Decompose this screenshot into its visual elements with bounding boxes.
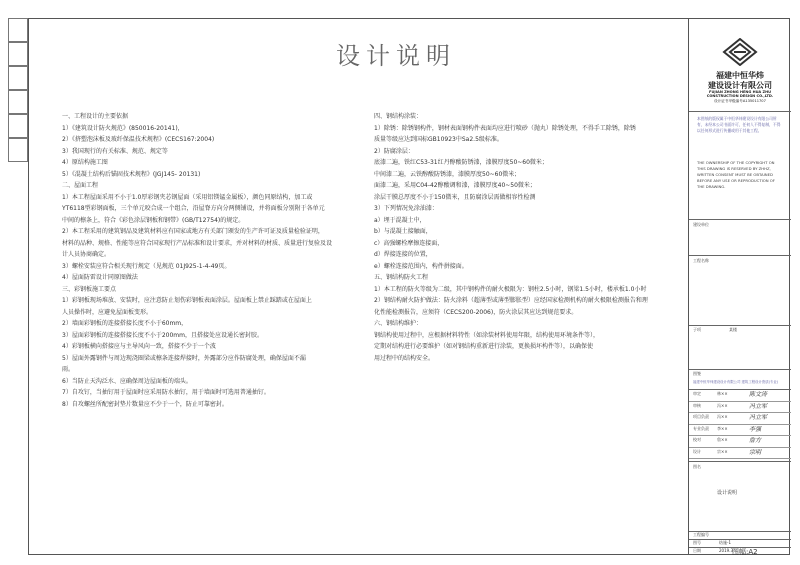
left-note-line: 三、彩钢板施工要点 (62, 285, 117, 293)
company-name-cn-2: 建设设计有限公司 (708, 81, 772, 90)
staff-role: 项目负责 (693, 414, 709, 419)
right-note-line: 3）下列情况免涂油漆： (374, 205, 438, 212)
left-note-line: 7）自攻钉，当抽钉用于屋面时应采用防水抽钉，用于墙面时可选用普通抽钉。 (62, 389, 270, 396)
left-note-line: 4）原结构施工图 (62, 159, 108, 166)
left-note-line: 5）《混凝土结构后锚固技术规程》(JGJ145- 20131) (62, 170, 201, 178)
left-note-line: 材料的品种、规格、性能等应符合国家现行产品标准和设计要求，并对材料的材质、质量进行复验及设 (62, 239, 333, 247)
staff-row-divider (689, 424, 791, 425)
staff-role: 校对 (693, 437, 701, 442)
right-note-line: c）高强螺栓摩擦连接面， (374, 239, 444, 247)
staff-row-divider (689, 447, 791, 448)
right-note-line: 化性能检测报告，应须符（CECS200-2006)，防火涂层其应达到规范要求。 (374, 308, 578, 316)
stamp-label: 图签 (693, 371, 701, 376)
staff-name: 宗×× (717, 448, 728, 454)
left-note-line: 3）我国现行的有关标准、规范、规定等 (62, 147, 168, 155)
staff-signature: 冯立军 (749, 402, 768, 410)
staff-signature: 宗明 (749, 448, 762, 456)
staff-name: 林×× (717, 391, 728, 396)
cert-number: 设计证书甲级编号A135011707 (714, 99, 766, 103)
staff-signature: 李强 (749, 425, 762, 433)
left-note-line: 4）屋面防雷设计同原图做法 (62, 274, 138, 281)
staff-row-divider (689, 435, 791, 436)
drawing-name: 设计说明 (717, 490, 738, 496)
staff-row-divider (689, 458, 791, 459)
stamp-text: 福建中恒华炜建设设计有限公司 建筑工程设计资质(专业) (693, 380, 779, 384)
left-note-line: 雨。 (62, 366, 75, 373)
date-label: 日期 (693, 548, 701, 553)
drawing-name-label: 图名 (693, 464, 701, 469)
staff-role: 审核 (693, 402, 701, 408)
staff-role: 审定 (693, 391, 701, 396)
left-note-line: 二、屋面工程 (62, 182, 99, 189)
staff-name: 詹×× (717, 437, 728, 442)
left-note-line: 1）彩钢板现场堆放、安装时，应注意防止划伤彩钢板表面涂层。屋面板上禁止踩踏或在屋面上 (62, 297, 312, 304)
right-note-line: 2）防腐涂层： (374, 147, 414, 155)
right-note-line: d）焊接连接的位置， (374, 251, 432, 258)
left-notes-column (62, 111, 332, 410)
left-note-line: 6）当防止天沟泛水、应确保周边屋面板的端头。 (62, 377, 192, 385)
copyright-warning-cn: 本图纸的版权属于中恒华炜建设设计有限公司所有，未经本公司书面许可，任何人不得复制，不得以任何形式进行传播或用于其他工程。 (697, 116, 781, 133)
sheet-value: 结施-1 (719, 540, 731, 545)
staff-role: 设计 (693, 448, 701, 454)
right-note-line: 底漆二遍，铁红C53-31红丹醇酸防锈漆，漆膜厚度50~60微米； (374, 159, 548, 166)
right-note-line: 六、钢结构维护： (374, 320, 423, 327)
staff-signature: 冯立军 (749, 414, 768, 421)
staff-signature: 陈文涛 (749, 391, 768, 398)
left-note-line: 计人员协商确定。 (62, 251, 111, 258)
left-note-line: 3）屋面彩钢板的连接搭接长度不小于200mm，且搭接处应设通长密封胶。 (62, 331, 263, 339)
left-note-line: 2）《挤塑泡沫板及玻纤保温技术规程》(CECS167:2004) (62, 136, 215, 143)
staff-signature: 詹方 (749, 437, 762, 444)
right-note-line: 用过程中的结构安全。 (374, 354, 435, 362)
company-name-en-1: FUJIAN ZHONG HENG HUA ZHU (708, 90, 771, 94)
left-note-line: 一、工程设计的主要依据 (62, 113, 129, 120)
right-note-line: 定期对结构进行必要维护（如对钢结构重新进行涂装，更换损坏构件等），以确保使 (374, 343, 594, 350)
right-note-line: 质量等级应达到国标GB10923中Sa2.5级标准。 (374, 136, 503, 143)
project-name-label: 工程名称 (693, 258, 709, 263)
proj-no-label: 工程编号 (693, 532, 709, 537)
title-block (688, 18, 790, 555)
left-note-line: YT6118型彩钢面板，三个单元咬合成一个组合，沿屋脊方向分两侧铺设，并将面板分别附于各单元 (62, 205, 325, 212)
right-note-line: 钢结构使用过程中，应根据材料特性（如涂装材料使用年限，结构使用环境条件等）， (374, 331, 600, 339)
left-note-line: 3）螺栓安装应符合相关现行规定（见规范 01J925-1-4-49页。 (62, 262, 231, 270)
left-note-line: 中间的檩条上，符合《彩色涂层钢板和钢带》(GB/T12754)的规定。 (62, 216, 245, 224)
staff-role: 专业负责 (693, 425, 709, 431)
left-note-line: 1）本工程屋面采用不小于1.0厚彩钢夹芯钢屋面（采用铝镁锰金属板），颜色同原结构，加工或 (62, 193, 313, 201)
left-note-line: 5）屋面外露钢件与周边现浇圈梁或檩条连接焊接时，外露部分应作防腐处理，确保屋面不漏 (62, 354, 306, 362)
right-note-line: 2）钢结构耐火防护做法：防火涂料（超薄型或薄型膨胀型）应经国家检测机构的耐火极限检测报告和理 (374, 297, 648, 304)
right-note-line: b）与混凝土接触面， (374, 228, 432, 235)
client-label: 建设单位 (693, 222, 709, 227)
sub-item-label: 子项 (693, 327, 701, 332)
staff-row-divider (689, 401, 791, 402)
staff-name: 冯×× (717, 402, 728, 408)
right-note-line: 面漆二遍，采用C04-42醇酸调和漆，漆膜厚度40~50微米； (374, 182, 536, 189)
sub-item-value: 某楼 (729, 327, 737, 332)
right-note-line: 1）除锈：除锈钢构件，钢材表面钢构件表面均应进行喷砂（抛丸）除锈处理，不得手工除锈，除锈 (374, 124, 636, 132)
left-note-line: 2）本工程采用的建筑钢品及建筑材料应有国家或地方有关部门颁发的生产许可证及质量检验证明， (62, 228, 324, 235)
right-note-line: a）埋于混凝土中， (374, 216, 426, 224)
right-note-line: 五、钢结构防火工程 (374, 274, 429, 281)
right-note-line: 中间漆二遍，云铁醇酸防锈漆，漆膜厚度50~60微米； (374, 170, 521, 178)
left-note-line: 人员操作时，应避免屋面板变形。 (62, 308, 153, 316)
left-note-line: 8）自攻螺丝所配密封垫片数量应不少于一个，防止可靠密封。 (62, 400, 228, 408)
company-logo-icon (722, 38, 758, 66)
page-title: 设计说明 (336, 42, 456, 70)
right-note-line: 1）本工程的防火等级为二级，其中钢构件的耐火极限为：钢柱2.5小时，钢梁1.5小时，楼承板1.0小时 (374, 285, 647, 293)
staff-name: 李×× (717, 425, 728, 431)
copyright-warning-en: THE OWNERSHIP OF THE COPYRIGHT ON THIS DRAWING IS RESERVED BY ZHHZ, WRITTEN CONSENT MUST BE OBTAINED BEFORE ANY USE OR REPRODUCTION OF THE DRAWING. (697, 160, 775, 189)
date-value: 2019.3 (719, 548, 733, 553)
staff-row-divider (689, 412, 791, 413)
left-note-line: 2）墙面彩钢板的连接搭接长度不小于60mm， (62, 320, 188, 327)
right-note-line: 四、钢结构涂装： (374, 113, 423, 120)
sheet-label: 图号 (693, 540, 701, 545)
right-notes-column (374, 111, 648, 364)
sheet-size: 图幅:A2 (732, 548, 758, 556)
left-note-line: 4）彩钢板横向搭接应与主导风向一致，搭接不少于一个波 (62, 343, 216, 350)
left-note-line: 1）《建筑设计防火规范》(850016-20141)， (62, 124, 184, 132)
right-note-line: 涂层干膜总厚度不小于150微米，且防腐涂层需做相容性检测 (374, 193, 536, 201)
right-note-line: e）螺栓连接范围内，构件拼接面。 (374, 262, 468, 270)
staff-name: 冯×× (717, 414, 728, 419)
company-name-en-2: CONSTRUCTION DESIGN CO.,LTD. (706, 94, 774, 98)
binding-margin (8, 18, 28, 555)
company-name-cn: 福建中恒华炜 (716, 71, 764, 80)
